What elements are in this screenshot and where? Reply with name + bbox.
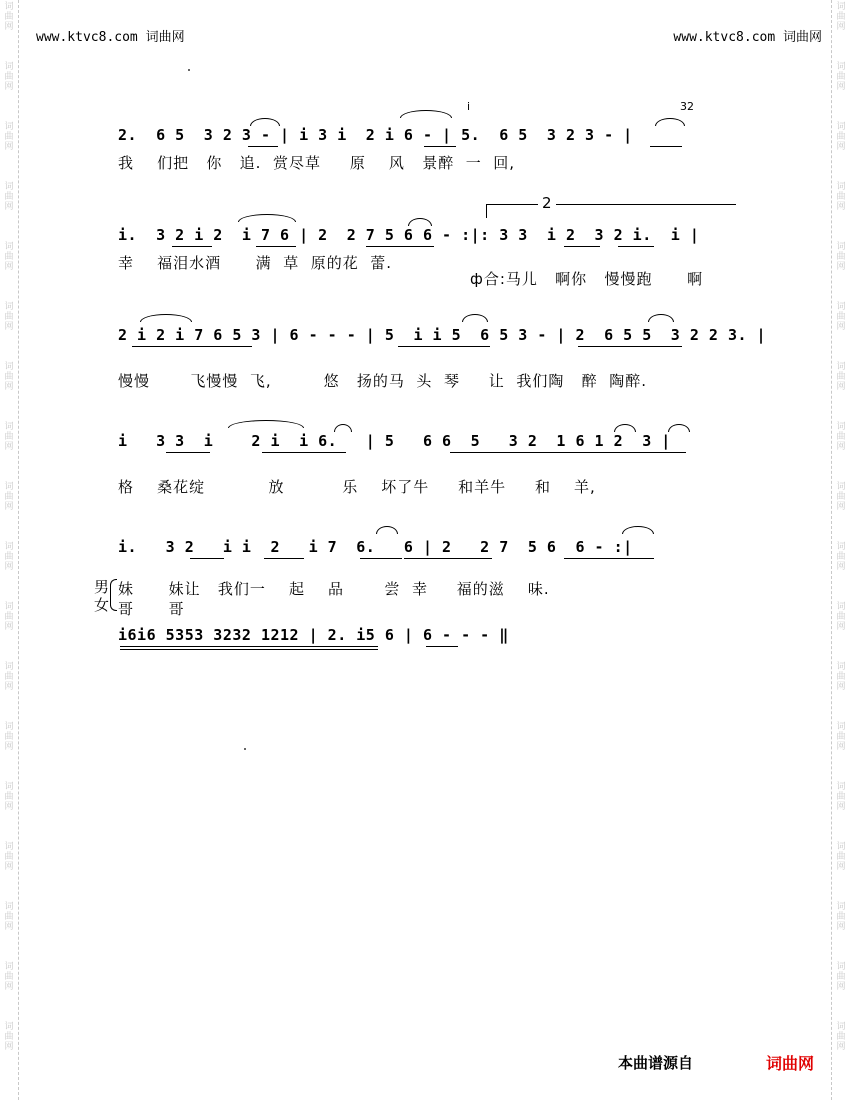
slur bbox=[462, 314, 488, 322]
footer-brand-link[interactable]: 词曲网 bbox=[766, 1054, 815, 1073]
underline bbox=[578, 346, 682, 347]
score-row-6: i6i6 5353 3232 1212 | 2. i5 6 | 6 - - - ‖ bbox=[118, 626, 509, 644]
volta-number: 2 bbox=[542, 194, 552, 212]
slur bbox=[250, 118, 280, 126]
watermark-text: 词 曲 网 bbox=[836, 62, 846, 92]
slur bbox=[655, 118, 685, 126]
slur bbox=[648, 314, 674, 322]
score-row-2: i. 3 2 i 2 i 7 6 | 2 2 7 5 6 6 - :|: 3 3 i 2 3 2 i. i | bbox=[118, 226, 700, 244]
chorus-lyrics: ф合:马儿 啊你 慢慢跑 啊 bbox=[470, 270, 704, 288]
slur bbox=[228, 420, 304, 428]
watermark-text: 词 曲 网 bbox=[4, 62, 14, 92]
underline bbox=[166, 452, 210, 453]
underline bbox=[172, 246, 212, 247]
underline bbox=[360, 558, 402, 559]
watermark-text: 词 曲 网 bbox=[836, 242, 846, 272]
underline bbox=[120, 646, 378, 647]
watermark-text: 词 曲 网 bbox=[4, 722, 14, 752]
lyrics-row-4: 格 桑花绽 放 乐 坏了牛 和羊牛 和 羊, bbox=[118, 478, 596, 496]
watermark-text: 词 曲 网 bbox=[836, 2, 846, 32]
score-row-3: 2 i 2 i 7 6 5 3 | 6 - - - | 5 i i 5 6 5 3 - | 2 6 5 5 3 2 2 3. | bbox=[118, 326, 767, 344]
underline bbox=[264, 558, 304, 559]
watermark-text: 词 曲 网 bbox=[836, 662, 846, 692]
site-label-right[interactable]: www.ktvc8.com 词曲网 bbox=[673, 30, 822, 45]
lyrics-row-2: 幸 福泪水酒 满 草 原的花 蕾. bbox=[118, 254, 393, 272]
underline bbox=[190, 558, 224, 559]
underline bbox=[424, 146, 456, 147]
volta-bracket bbox=[486, 204, 538, 205]
slur bbox=[376, 526, 398, 534]
underline bbox=[132, 346, 252, 347]
slur bbox=[668, 424, 690, 432]
watermark-text: 词 曲 网 bbox=[836, 842, 846, 872]
grace-note-2: 32 bbox=[680, 100, 694, 113]
watermark-text: 词 曲 网 bbox=[4, 662, 14, 692]
underline bbox=[366, 246, 434, 247]
watermark-text: 词 曲 网 bbox=[836, 782, 846, 812]
speck bbox=[188, 69, 190, 71]
lyrics-row-5: 妹 妹让 我们一 起 品 尝 幸 福的滋 味. bbox=[118, 580, 550, 598]
lyrics-row-5-alt: 哥 哥 bbox=[118, 600, 185, 618]
male-label: 男 bbox=[94, 578, 110, 596]
score-row-4: i 3 3 i 2 i i 6. | 5 6 6 5 3 2 1 6 1 2 3 | bbox=[118, 432, 671, 450]
watermark-text: 词 曲 网 bbox=[4, 302, 14, 332]
underline bbox=[256, 246, 296, 247]
watermark-text: 词 曲 网 bbox=[836, 722, 846, 752]
watermark-text: 词 曲 网 bbox=[4, 842, 14, 872]
watermark-text: 词 曲 网 bbox=[4, 902, 14, 932]
volta-bracket bbox=[556, 204, 736, 205]
watermark-text: 词 曲 网 bbox=[4, 2, 14, 32]
watermark-text: 词 曲 网 bbox=[836, 122, 846, 152]
watermark-text: 词 曲 网 bbox=[4, 422, 14, 452]
female-label: 女 bbox=[94, 596, 110, 614]
watermark-text: 词 曲 网 bbox=[4, 962, 14, 992]
underline bbox=[618, 246, 654, 247]
slur bbox=[400, 110, 452, 118]
watermark-text: 词 曲 网 bbox=[836, 302, 846, 332]
underline bbox=[120, 649, 378, 650]
speck bbox=[244, 748, 246, 750]
slur bbox=[140, 314, 192, 322]
volta-hook bbox=[486, 204, 487, 218]
watermark-text: 词 曲 网 bbox=[4, 602, 14, 632]
slur bbox=[622, 526, 654, 534]
watermark-text: 词 曲 网 bbox=[4, 542, 14, 572]
watermark-text: 词 曲 网 bbox=[836, 422, 846, 452]
lyrics-row-3: 慢慢 飞慢慢 飞, 悠 扬的马 头 琴 让 我们陶 醉 陶醉. bbox=[118, 372, 647, 390]
underline bbox=[650, 146, 682, 147]
watermark-text: 词 曲 网 bbox=[836, 902, 846, 932]
watermark-text: 词 曲 网 bbox=[836, 182, 846, 212]
watermark-text: 词 曲 网 bbox=[836, 362, 846, 392]
watermark-text: 词 曲 网 bbox=[4, 782, 14, 812]
underline bbox=[404, 558, 492, 559]
underline bbox=[450, 452, 686, 453]
watermark-text: 词 曲 网 bbox=[836, 542, 846, 572]
slur bbox=[408, 218, 432, 226]
part-brace bbox=[110, 579, 117, 611]
underline bbox=[426, 646, 458, 647]
watermark-text: 词 曲 网 bbox=[836, 1022, 846, 1052]
underline bbox=[398, 346, 490, 347]
underline bbox=[564, 246, 600, 247]
slur bbox=[238, 214, 296, 222]
lyrics-row-1: 我 们把 你 追. 赏尽草 原 风 景醉 一 回, bbox=[118, 154, 516, 172]
score-row-1: 2. 6 5 3 2 3 - | i 3 i 2 i 6 - | 5. 6 5 3 2 3 - | bbox=[118, 126, 633, 144]
underline bbox=[262, 452, 346, 453]
score-row-5: i. 3 2 i i 2 i 7 6. 6 | 2 2 7 5 6 6 - :| bbox=[118, 538, 633, 556]
watermark-text: 词 曲 网 bbox=[836, 602, 846, 632]
site-label-left[interactable]: www.ktvc8.com 词曲网 bbox=[36, 30, 185, 45]
watermark-text: 词 曲 网 bbox=[4, 362, 14, 392]
watermark-text: 词 曲 网 bbox=[4, 1022, 14, 1052]
watermark-text: 词 曲 网 bbox=[4, 242, 14, 272]
footer-source-label: 本曲谱源自 bbox=[618, 1054, 694, 1072]
grace-note-1: i bbox=[467, 100, 471, 113]
watermark-text: 词 曲 网 bbox=[4, 122, 14, 152]
watermark-text: 词 曲 网 bbox=[836, 962, 846, 992]
slur bbox=[334, 424, 352, 432]
watermark-text: 词 曲 网 bbox=[4, 182, 14, 212]
slur bbox=[614, 424, 636, 432]
watermark-text: 词 曲 网 bbox=[4, 482, 14, 512]
underline bbox=[248, 146, 278, 147]
watermark-text: 词 曲 网 bbox=[836, 482, 846, 512]
underline bbox=[564, 558, 654, 559]
